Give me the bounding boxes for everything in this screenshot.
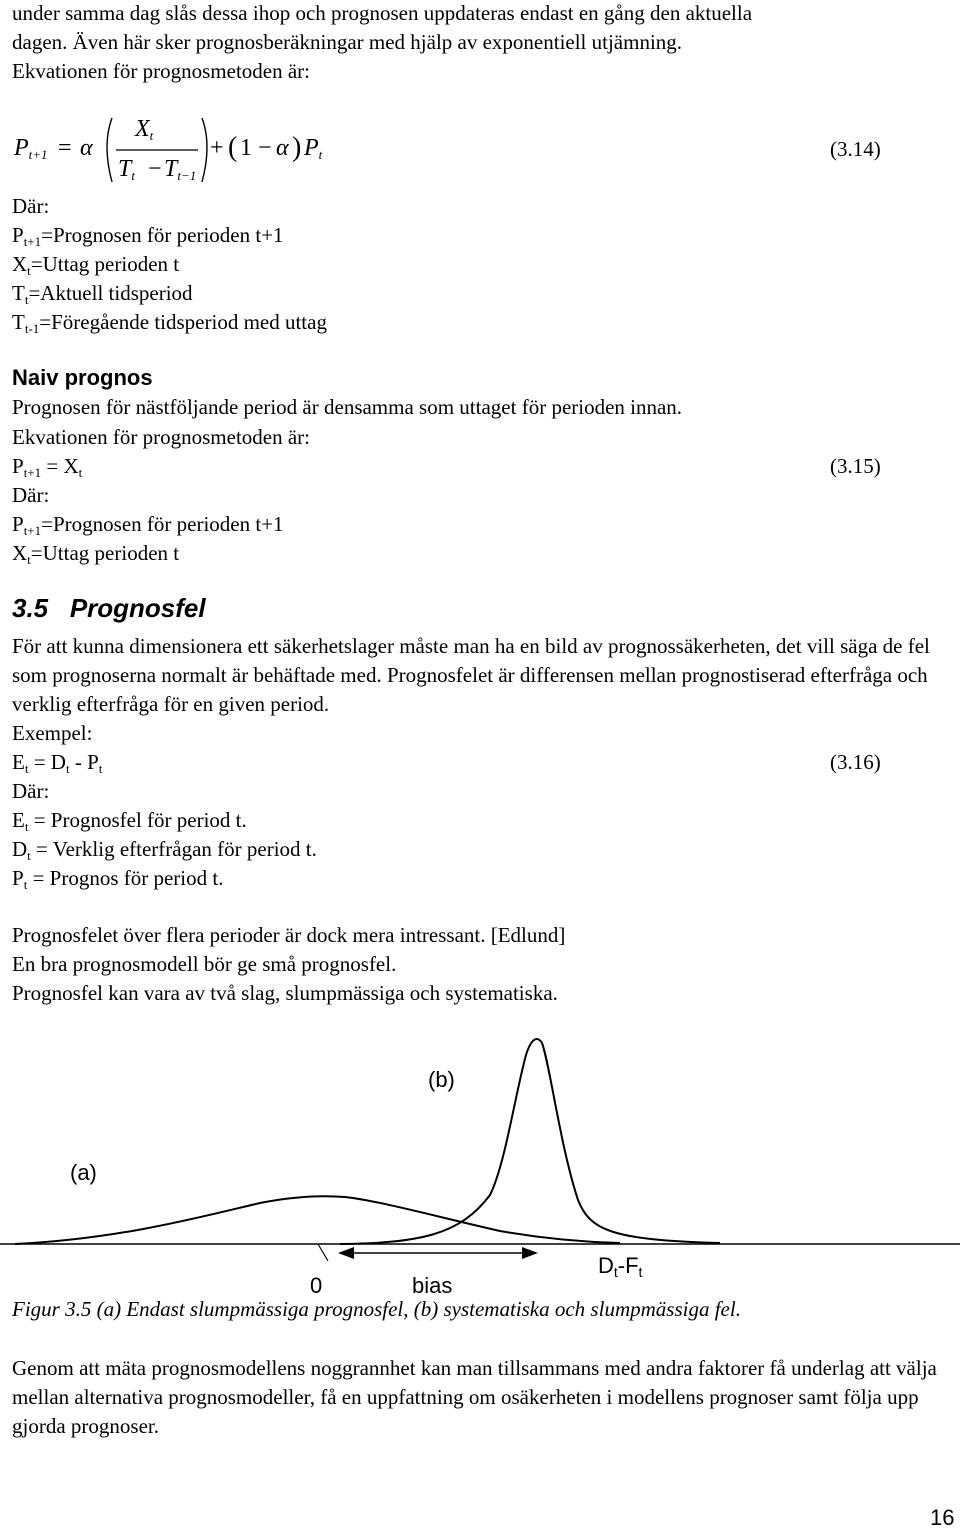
label-a: (a)	[70, 1160, 97, 1185]
def-line: $P_{t+1}=Prognosen$ för perioden t+1	[12, 512, 284, 538]
page-number: 16	[930, 1505, 955, 1530]
figure-caption: Figur 3.5 (a) Endast slumpmässiga prognosfel, (b) systematiska och slumpmässiga fel.	[12, 1297, 741, 1321]
def-line: $X_t=Uttag$ perioden t	[12, 252, 180, 278]
eq-num-sub: t	[149, 128, 154, 143]
paragraph-prognosfel: För att kunna dimensionera ett säkerhetslager måste man ha en bild av prognossäkerheten, det vill säga de fel som prognoserna normalt är behäftade med. Prognosfelet är differensen mellan prognostiserad efterfråga och verklig efterfråga för en given period.	[12, 634, 930, 716]
dar-label-2: Där:	[12, 483, 50, 507]
eq-equals: =	[58, 135, 72, 161]
label-axis: Dt-Ft	[598, 1253, 643, 1280]
para2-line-2: En bra prognosmodell bör ge små prognosfel.	[12, 952, 397, 976]
eq-den-t1-sub: t	[131, 168, 135, 183]
para2-line-1: Prognosfelet över flera perioder är dock mera intressant. [Edlund]	[12, 923, 566, 947]
eq-den-t2: T	[164, 156, 178, 182]
def-line: $P_t$ = Prognos för period t.	[12, 866, 224, 892]
intro-line-3: Ekvationen för prognosmetoden är:	[12, 59, 310, 83]
dar-label-1: Där:	[12, 194, 50, 218]
eq-alpha-2: α	[276, 135, 289, 161]
def-line: $D_t$ = Verklig efterfrågan för period t.	[12, 837, 317, 863]
eq-alpha: α	[80, 135, 93, 161]
naiv-heading: Naiv prognos	[12, 365, 153, 390]
eq-fraction-brackets	[100, 110, 220, 200]
paragraph-closing: Genom att mäta prognosmodellens noggrannhet kan man tillsammans med andra faktorer få underlag att välja mellan alternativa prognosmodeller, få en uppfattning om osäkerheten i modellens prognoser samt följa upp gjorda prognoser.	[12, 1356, 937, 1438]
intro-line-2: dagen. Även här sker prognosberäkningar med hjälp av exponentiell utjämning.	[12, 30, 683, 54]
def-line: $E_t$ = Prognosfel för period t.	[12, 808, 247, 834]
def-line: $T_{t-1}=Föregående$ tidsperiod med uttag	[12, 310, 327, 336]
equation-3-14: $P_{t+1}$ = α $X_t$ $T_t$ − $T_{t-1}$ + ( 1 − α ) $P_t$ (3.14)	[0, 110, 960, 200]
eq-minus: −	[258, 135, 272, 161]
eq-den-t2-sub: t−1	[177, 168, 197, 183]
eq-num-x: X	[135, 116, 150, 142]
figure-error-distributions	[0, 1025, 960, 1300]
eq-lhs-p: P	[14, 135, 29, 161]
equation-number-3-14: (3.14)	[830, 137, 881, 161]
para2-line-3: Prognosfel kan vara av två slag, slumpmässiga och systematiska.	[12, 981, 558, 1005]
naiv-line-1: Prognosen för nästföljande period är densamma som uttaget för perioden innan.	[12, 395, 683, 419]
naiv-line-2: Ekvationen för prognosmetoden är:	[12, 425, 310, 449]
def-line: $T_t=Aktuell$ tidsperiod	[12, 281, 193, 307]
exempel-label: Exempel:	[12, 721, 93, 745]
equation-number-3-16: (3.16)	[830, 750, 881, 774]
eq-plus: +	[210, 135, 224, 161]
dar-label-3: Där:	[12, 779, 50, 803]
intro-line-1: under samma dag slås dessa ihop och prognosen uppdateras endast en gång den aktuella	[12, 1, 753, 25]
equation-3-16: $E_t = D_t - P_t$	[12, 750, 103, 776]
section-heading: 3.5 Prognosfel	[12, 593, 206, 623]
label-zero: 0	[310, 1273, 323, 1298]
eq-lhs-sub: t+1	[28, 147, 48, 162]
eq-one: 1	[240, 135, 252, 161]
eq-den-minus: −	[148, 156, 162, 182]
label-bias: bias	[412, 1273, 453, 1298]
eq-den-t1: T	[118, 156, 132, 182]
eq-p2-sub: t	[318, 147, 323, 162]
figure-curves	[0, 1025, 960, 1300]
label-b: (b)	[428, 1067, 455, 1092]
eq-p2: P	[304, 135, 319, 161]
equation-3-15: $P_{t+1} = X_t$	[12, 454, 83, 480]
def-line: $X_t=Uttag$ perioden t	[12, 541, 180, 567]
equation-number-3-15: (3.15)	[830, 454, 881, 478]
def-line: $P_{t+1}=Prognosen$ för perioden t+1	[12, 223, 284, 249]
